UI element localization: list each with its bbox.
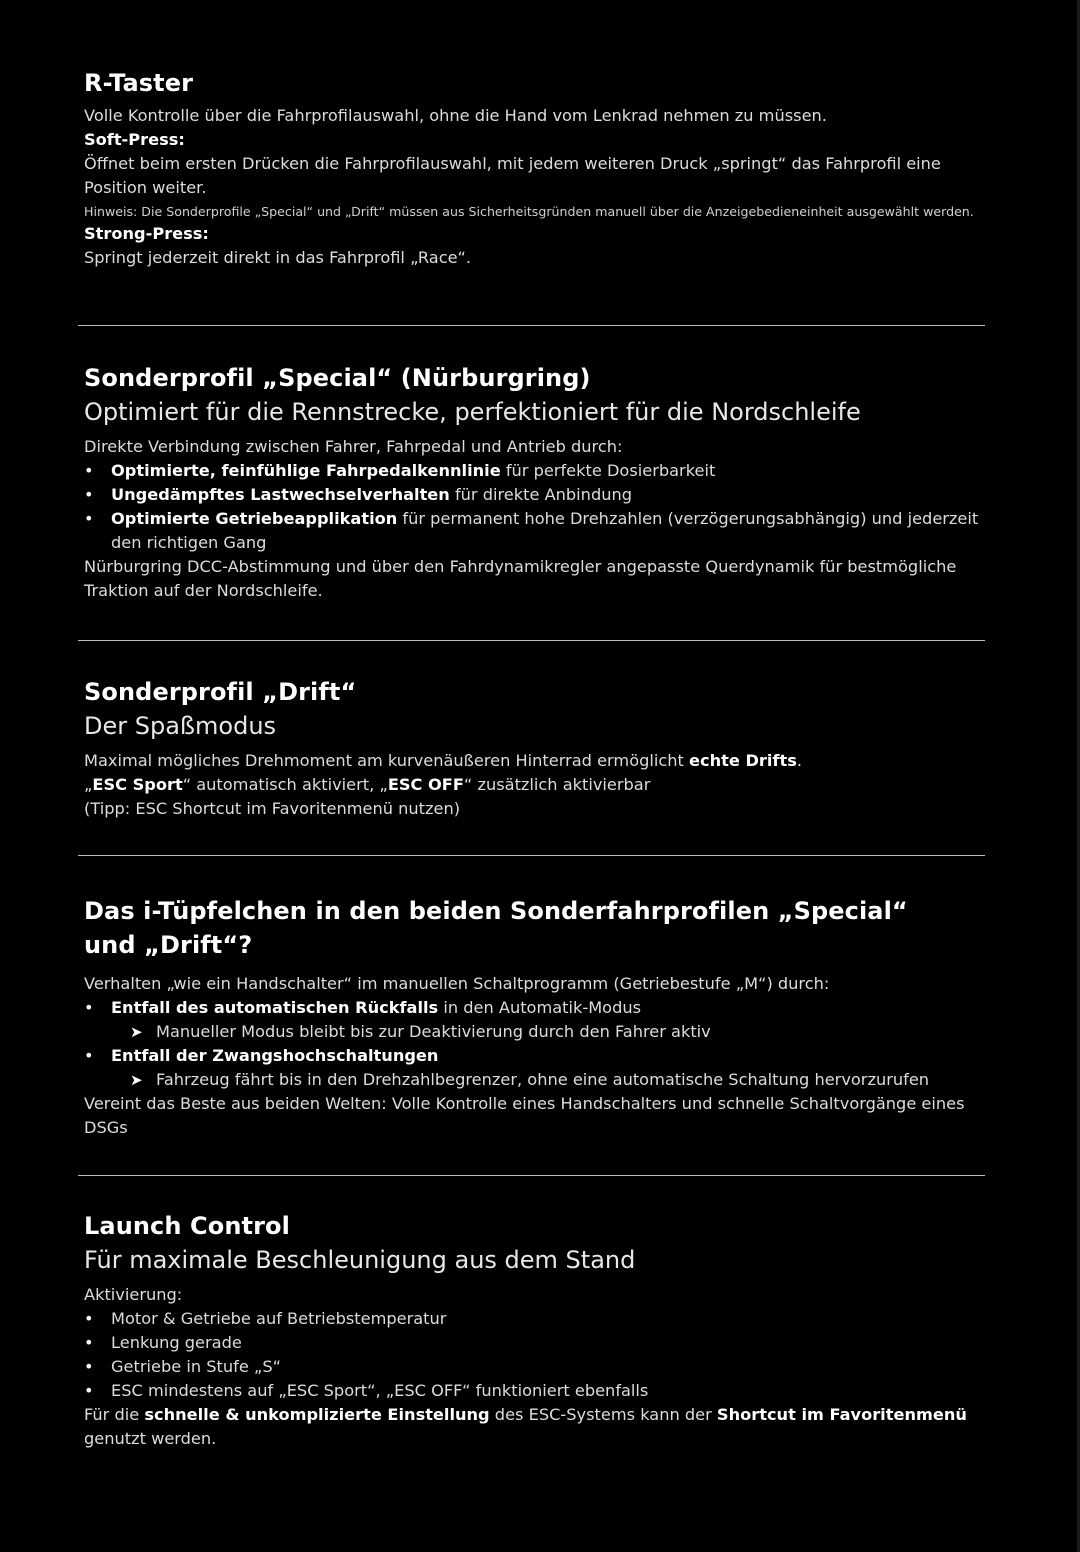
special-outro: Nürburgring DCC-Abstimmung und über den Fahrdynamikregler angepasste Querdynamik für bestmögliche Traktion auf der Nordschleife. — [84, 557, 957, 600]
list-item: • Lenkung gerade — [84, 1331, 999, 1355]
r-taster-note: Hinweis: Die Sonderprofile „Special“ und „Drift“ müssen aus Sicherheitsgründen manuell über die Anzeigebedieneinheit ausgewählt werden. — [84, 204, 974, 219]
strong-press-label: Strong-Press: — [84, 223, 209, 243]
list-item: • Ungedämpftes Lastwechselverhalten für direkte Anbindung — [84, 483, 999, 507]
divider-4 — [78, 1175, 985, 1176]
divider-3 — [78, 855, 985, 856]
section-special — [84, 361, 999, 603]
sub-list-item: ➤ Manueller Modus bleibt bis zur Deaktivierung durch den Fahrer aktiv — [57, 1020, 999, 1044]
tuepfel-bullet-list — [84, 996, 999, 1020]
section-i-tuepfelchen — [84, 894, 944, 962]
list-item: • Entfall der Zwangshochschaltungen — [84, 1044, 999, 1068]
section-i-tuepfelchen-body — [84, 972, 999, 1140]
list-item: • Motor & Getriebe auf Betriebstemperatur — [84, 1307, 999, 1331]
special-bullet-list — [84, 459, 999, 555]
launch-bullet-list — [84, 1307, 999, 1403]
divider-1 — [78, 325, 985, 326]
r-taster-title: R-Taster — [84, 69, 194, 97]
soft-press-text: Öffnet beim ersten Drücken die Fahrprofilauswahl, mit jedem weiteren Druck „springt“ das Fahrprofil eine Position weiter. — [84, 154, 941, 197]
launch-title: Launch Control — [84, 1212, 290, 1240]
tuepfel-bullet-list-2 — [84, 1044, 999, 1068]
list-item: • Entfall des automatischen Rückfalls in den Automatik-Modus — [84, 996, 999, 1020]
special-title: Sonderprofil „Special“ (Nürburgring) — [84, 364, 591, 392]
strong-press-text: Springt jederzeit direkt in das Fahrprofil „Race“. — [84, 247, 472, 267]
launch-outro: Für die schnelle & unkomplizierte Einstellung des ESC-Systems kann der Shortcut im Favoritenmenü genutzt werden. — [84, 1405, 967, 1448]
list-item: • Optimierte, feinfühlige Fahrpedalkennlinie für perfekte Dosierbarkeit — [84, 459, 999, 483]
section-r-taster — [84, 66, 999, 270]
tuepfel-title: Das i-Tüpfelchen in den beiden Sonderfahrprofilen „Special“ und „Drift“? — [84, 897, 908, 959]
list-item: • Optimierte Getriebeapplikation für permanent hohe Drehzahlen (verzögerungsabhängig) und jederzeit den richtigen Gang — [84, 507, 999, 555]
tuepfel-intro: Verhalten „wie ein Handschalter“ im manuellen Schaltprogramm (Getriebestufe „M“) durch: — [84, 974, 830, 993]
soft-press-label: Soft-Press: — [84, 130, 185, 149]
special-intro: Direkte Verbindung zwischen Fahrer, Fahrpedal und Antrieb durch: — [84, 437, 623, 456]
sub-list-item: ➤ Fahrzeug fährt bis in den Drehzahlbegrenzer, ohne eine automatische Schaltung hervorzurufen — [57, 1068, 999, 1092]
section-drift — [84, 675, 999, 821]
drift-line-2: „ESC Sport“ automatisch aktiviert, „ESC OFF“ zusätzlich aktivierbar — [84, 775, 651, 794]
r-taster-intro: Volle Kontrolle über die Fahrprofilauswahl, ohne die Hand vom Lenkrad nehmen zu müssen. — [84, 106, 827, 125]
drift-subtitle: Der Spaßmodus — [84, 712, 277, 740]
list-item: • ESC mindestens auf „ESC Sport“, „ESC OFF“ funktioniert ebenfalls — [84, 1379, 999, 1403]
list-item: • Getriebe in Stufe „S“ — [84, 1355, 999, 1379]
drift-title: Sonderprofil „Drift“ — [84, 678, 357, 706]
divider-2 — [78, 640, 985, 641]
tuepfel-outro: Vereint das Beste aus beiden Welten: Volle Kontrolle eines Handschalters und schnelle Schaltvorgänge eines DSGs — [84, 1094, 965, 1137]
launch-subtitle: Für maximale Beschleunigung aus dem Stand — [84, 1246, 636, 1274]
special-subtitle: Optimiert für die Rennstrecke, perfektioniert für die Nordschleife — [84, 398, 861, 426]
drift-tip: (Tipp: ESC Shortcut im Favoritenmenü nutzen) — [84, 799, 461, 818]
arrowhead-right-icon: ➤ — [130, 1071, 143, 1089]
section-launch-control — [84, 1209, 999, 1451]
launch-intro: Aktivierung: — [84, 1285, 183, 1304]
arrowhead-right-icon: ➤ — [130, 1023, 143, 1041]
drift-line-1: Maximal mögliches Drehmoment am kurvenäußeren Hinterrad ermöglicht echte Drifts. — [84, 751, 803, 770]
